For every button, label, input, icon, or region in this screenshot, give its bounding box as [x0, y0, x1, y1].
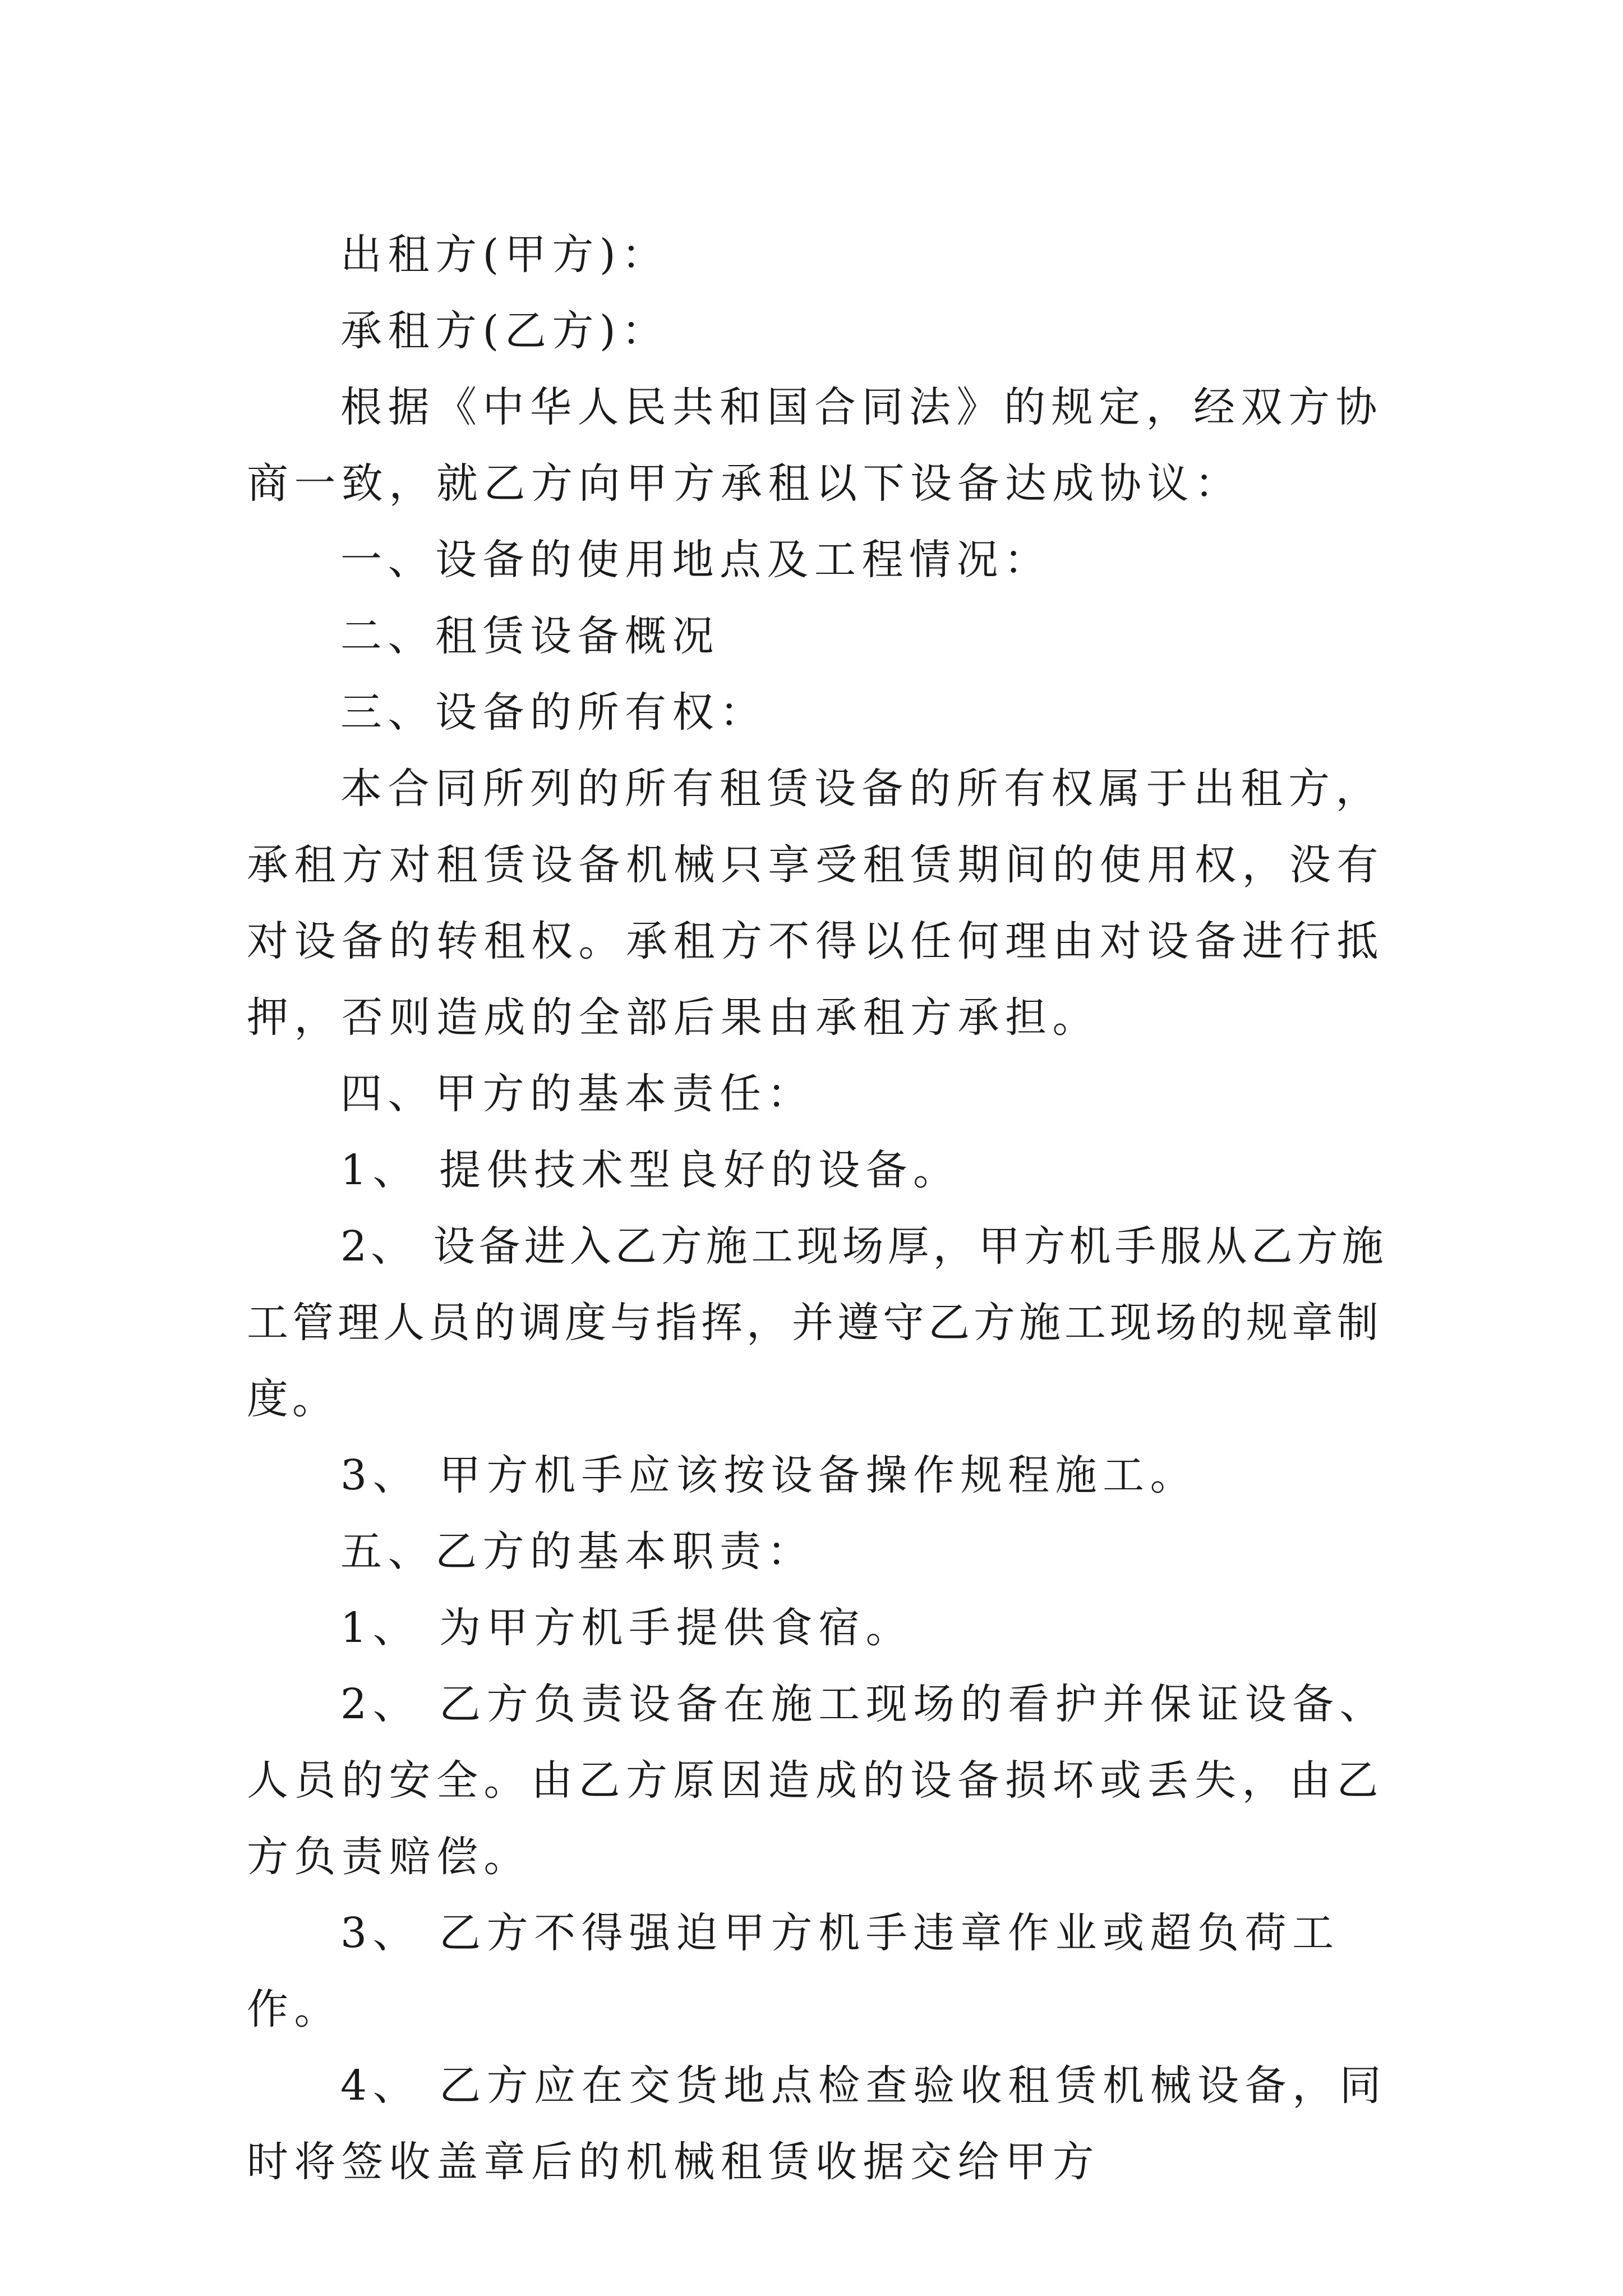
section-2-heading: 二、租赁设备概况 [340, 612, 720, 660]
section-5-heading: 五、乙方的基本职责： [340, 1527, 814, 1576]
lessee-duty-3: 3、 乙方不得强迫甲方机手违章作业或超负荷工作。 [247, 1909, 1340, 2033]
lessee-duty-1: 1、 为甲方机手提供食宿。 [340, 1604, 914, 1652]
section-3-heading: 三、设备的所有权： [340, 688, 767, 737]
section-4-heading: 四、甲方的基本责任： [340, 1070, 814, 1118]
lessor-duty-1: 1、 提供技术型良好的设备。 [340, 1146, 961, 1194]
lessor-duty-2: 2、 设备进入乙方施工现场厚，甲方机手服从乙方施工管理人员的调度与指挥，并遵守乙方施工现场的规章制度。 [247, 1222, 1387, 1423]
ownership-paragraph: 本合同所列的所有租赁设备的所有权属于出租方，承租方对租赁设备机械只享受租赁期间的使用权，没有对设备的转租权。承租方不得以任何理由对设备进行抵押，否则造成的全部后果由承租方承担。 [247, 765, 1384, 1042]
lessee-line: 承租方(乙方)： [340, 307, 669, 355]
lessor-duty-3: 3、 甲方机手应该按设备操作规程施工。 [340, 1451, 1198, 1499]
document-body [247, 217, 1419, 2200]
section-1-heading: 一、设备的使用地点及工程情况： [340, 536, 1052, 584]
lessee-duty-2: 2、 乙方负责设备在施工现场的看护并保证设备、人员的安全。由乙方原因造成的设备损坏或丢失，由乙方负责赔偿。 [247, 1680, 1387, 1881]
preamble-paragraph: 根据《中华人民共和国合同法》的规定，经双方协商一致，就乙方向甲方承租以下设备达成协议： [247, 383, 1383, 508]
lessor-line: 出租方(甲方)： [340, 231, 669, 279]
lessee-duty-4: 4、 乙方应在交货地点检查验收租赁机械设备，同时将签收盖章后的机械租赁收据交给甲方 [247, 2062, 1387, 2186]
